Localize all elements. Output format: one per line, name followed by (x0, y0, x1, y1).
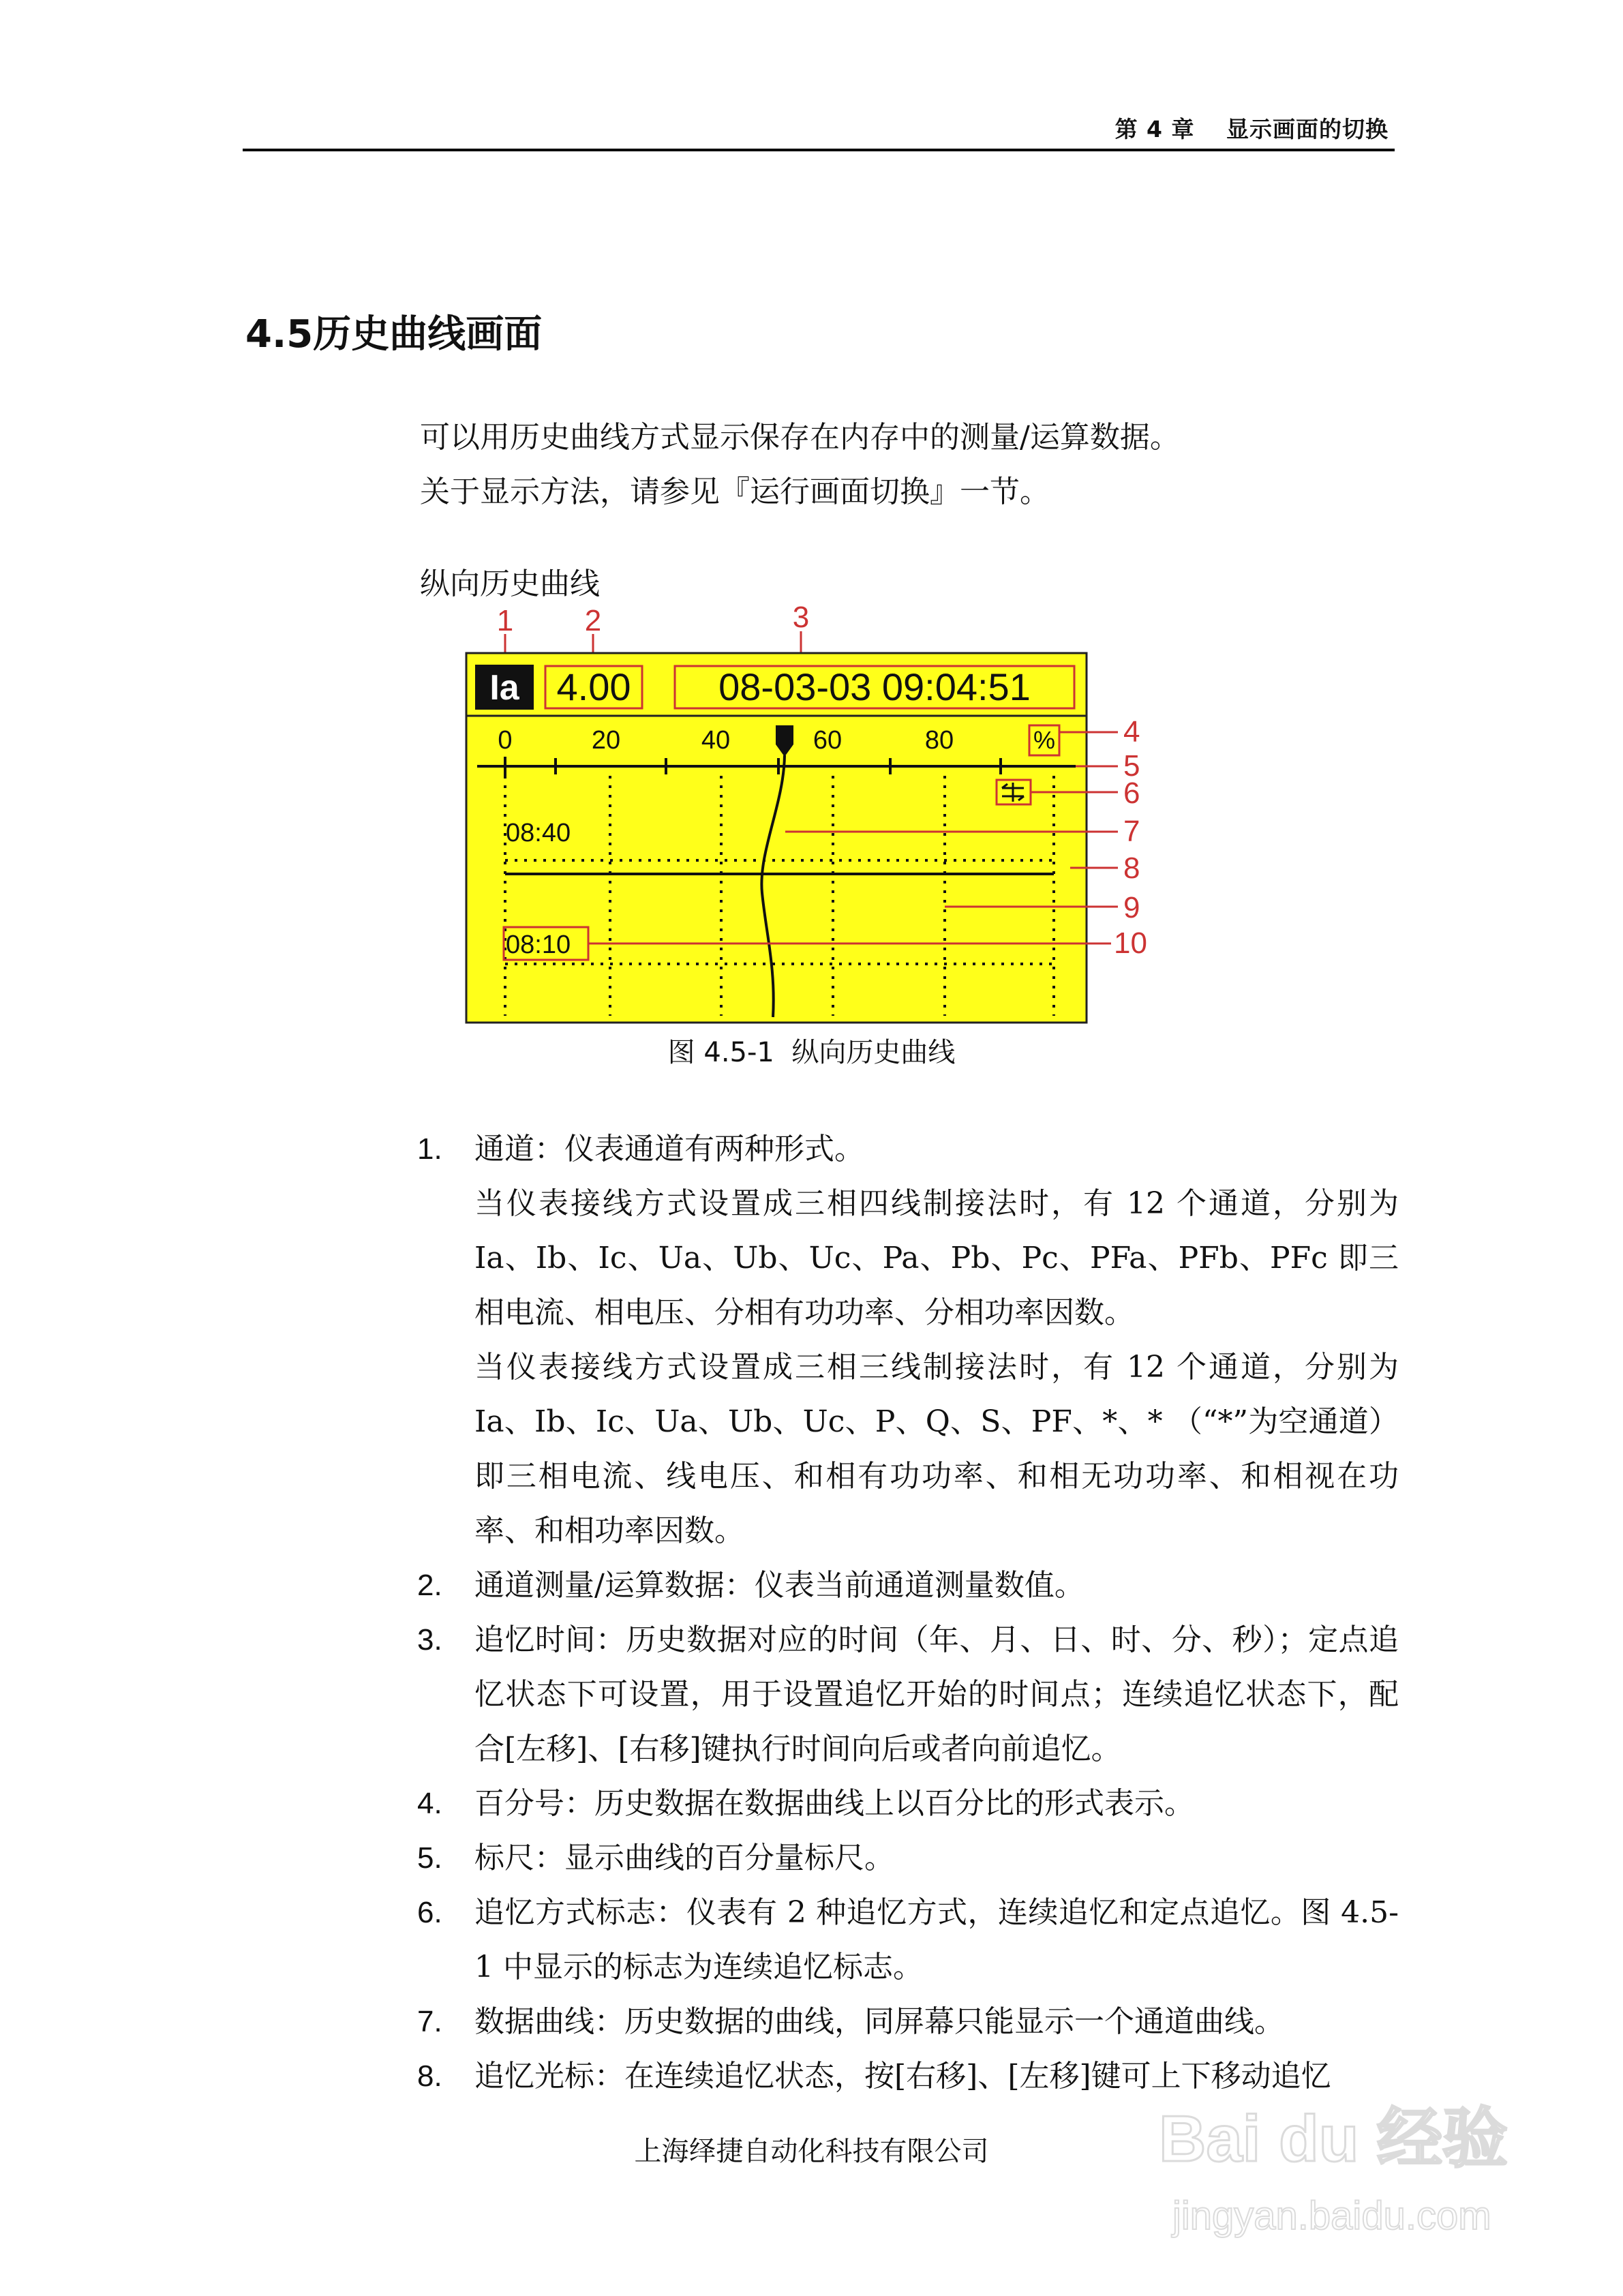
intro-line-2: 关于显示方法，请参见『运行画面切换』一节。 (420, 474, 1050, 509)
callout-7: 7 (1123, 815, 1140, 848)
intro-line-1: 可以用历史曲线方式显示保存在内存中的测量/运算数据。 (420, 420, 1180, 455)
scale-label-80: 80 (924, 726, 954, 755)
list-item (417, 1831, 1399, 1886)
scale-label-0: 0 (498, 726, 513, 755)
watermark-brand: Bai du 经验 (1159, 2102, 1508, 2175)
figure-subheading: 纵向历史曲线 (420, 567, 600, 601)
list-item (417, 1886, 1399, 1995)
page-footer: 上海绎捷自动化科技有限公司 (634, 2136, 989, 2167)
list-item (417, 1777, 1399, 1831)
item-paragraph: 追忆方式标志：仪表有 2 种追忆方式，连续追忆和定点追忆。图 4.5-1 中显示的标志为连续追忆标志。 (474, 1895, 1399, 1984)
figure-caption (0, 1031, 1623, 1070)
baidu-watermark (1152, 2079, 1534, 2250)
time-label-0810: 08:10 (506, 931, 571, 959)
item-number: 6. (417, 1896, 442, 1929)
item-paragraph: 数据曲线：历史数据的曲线，同屏幕只能显示一个通道曲线。 (474, 2004, 1284, 2039)
header-divider (243, 149, 1395, 151)
callout-5: 5 (1123, 749, 1140, 783)
channel-label: Ia (489, 668, 519, 708)
callout-1: 1 (496, 604, 514, 637)
item-number: 1. (417, 1132, 442, 1166)
item-number: 4. (417, 1787, 442, 1820)
list-item (417, 1995, 1399, 2049)
time-label-0840: 08:40 (506, 819, 571, 847)
item-paragraph: 追忆光标：在连续追忆状态，按[右移]、[左移]键可上下移动追忆 (474, 2059, 1331, 2094)
recall-datetime: 08-03-03 09:04:51 (718, 665, 1031, 708)
callout-2: 2 (584, 604, 602, 637)
trend-figure (0, 0, 1623, 1091)
item-number: 2. (417, 1569, 442, 1602)
item-number: 5. (417, 1841, 442, 1875)
item-paragraph: 通道：仪表通道有两种形式。 (474, 1132, 864, 1166)
scale-label-20: 20 (591, 726, 621, 755)
callout-4: 4 (1123, 715, 1140, 749)
list-item (417, 1122, 1399, 1558)
item-paragraph: 当仪表接线方式设置成三相三线制接法时，有 12 个通道，分别为 Ia、Ib、Ic、Ua、Ub、Uc、P、Q、S、PF、*、* （“*”为空通道）即三相电流、线电压、和相有功功率、和相无功功率、和相视在功率、和相功率因数。 (474, 1350, 1399, 1548)
caption-text: 纵向历史曲线 (791, 1037, 956, 1068)
item-number: 8. (417, 2059, 442, 2093)
scale-label-40: 40 (701, 726, 731, 755)
channel-value: 4.00 (556, 665, 631, 708)
item-list (417, 1122, 1399, 2104)
watermark-url: jingyan.baidu.com (1172, 2194, 1491, 2238)
section-title: 4.5历史曲线画面 (245, 312, 543, 357)
callout-8: 8 (1123, 851, 1140, 885)
list-item (417, 1613, 1399, 1777)
item-number: 3. (417, 1623, 442, 1657)
scale-label-60: 60 (813, 726, 843, 755)
callout-9: 9 (1123, 891, 1140, 924)
item-paragraph: 追忆时间：历史数据对应的时间（年、月、日、时、分、秒）；定点追忆状态下可设置，用于设置追忆开始的时间点；连续追忆状态下，配合[左移]、[右移]键执行时间向后或者向前追忆。 (474, 1622, 1399, 1766)
chapter-header: 第 4 章 显示画面的切换 (1114, 116, 1389, 142)
item-paragraph: 当仪表接线方式设置成三相四线制接法时，有 12 个通道，分别为 Ia、Ib、Ic、Ua、Ub、Uc、Pa、Pb、Pc、PFa、PFb、PFc 即三相电流、相电压、分相有功功率、分相功率因数。 (474, 1186, 1399, 1330)
callout-10: 10 (1114, 926, 1147, 960)
callout-6: 6 (1123, 776, 1140, 810)
item-number: 7. (417, 2005, 442, 2038)
caption-number: 图 4.5-1 (667, 1037, 774, 1068)
item-paragraph: 标尺：显示曲线的百分量标尺。 (474, 1841, 894, 1875)
percent-unit: % (1033, 726, 1056, 754)
item-paragraph: 百分号：历史数据在数据曲线上以百分比的形式表示。 (474, 1786, 1194, 1821)
callout-3: 3 (792, 601, 810, 634)
item-paragraph: 通道测量/运算数据：仪表当前通道测量数值。 (474, 1568, 1084, 1603)
list-item (417, 1558, 1399, 1613)
